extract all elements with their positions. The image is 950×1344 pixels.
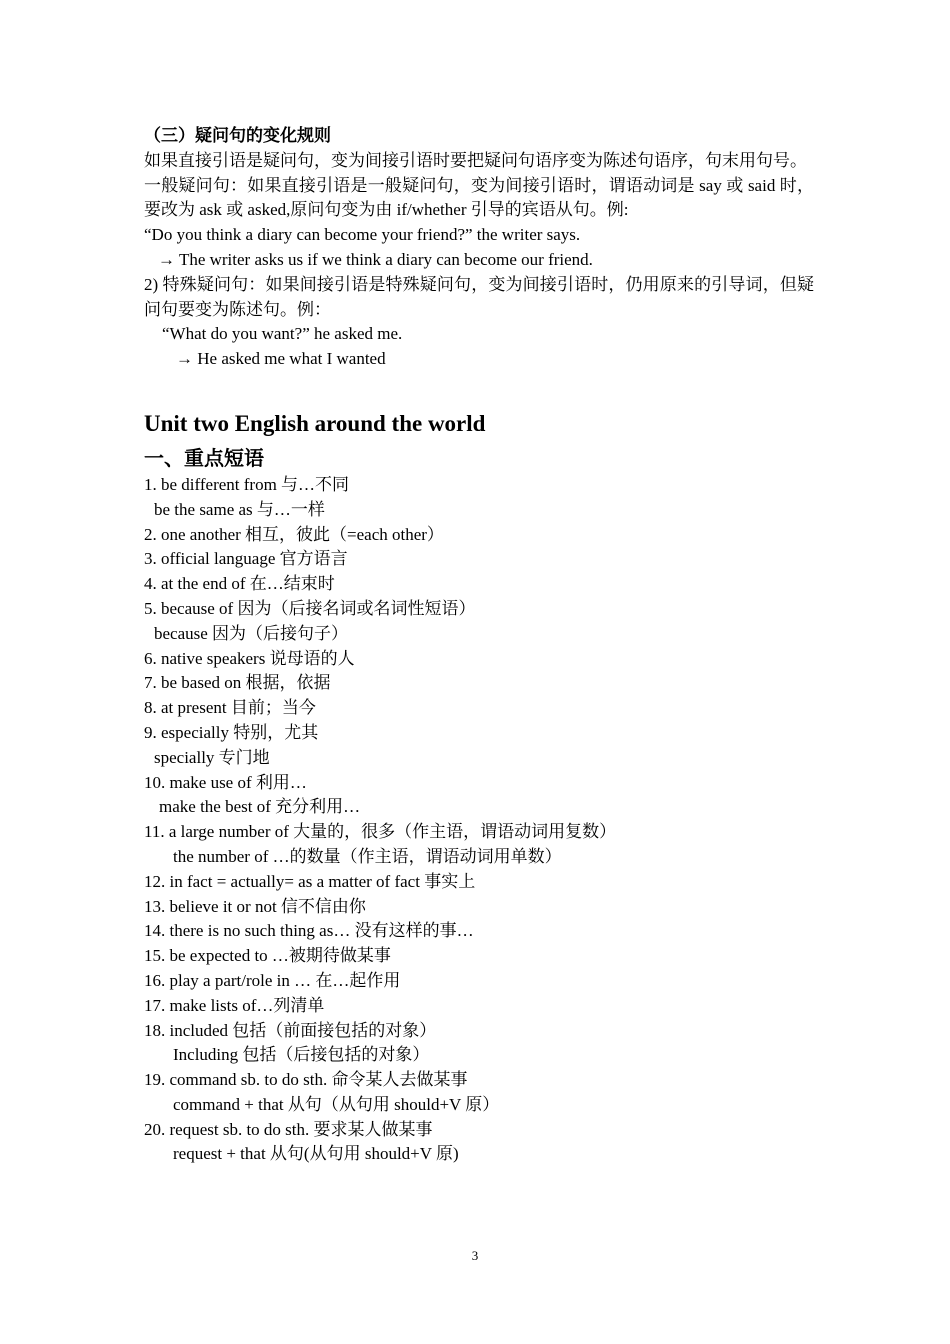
phrase-item: 15. be expected to …被期待做某事 (144, 946, 391, 966)
phrase-subitem: command + that 从句（从句用 should+V 原） (173, 1094, 500, 1114)
phrase-item: 7. be based on 根据，依据 (144, 673, 331, 693)
phrase-subitem: make the best of 充分利用… (159, 797, 361, 817)
phrase-item: 9. especially 特别，尤其 (144, 722, 319, 742)
phrase-item: 3. official language 官方语言 (144, 549, 348, 569)
phrase-item: 12. in fact = actually= as a matter of fact 事实上 (144, 871, 476, 891)
paragraph-yes-no-question: 一般疑问句：如果直接引语是一般疑问句，变为间接引语时，谓语动词是 say 或 said 时，要改为 ask 或 asked,原问句变为由 if/whether 引导的宾语从句。例: (144, 175, 814, 220)
phrase-item: 5. because of 因为（后接名词或名词性短语） (144, 598, 476, 618)
example-direct-2: “What do you want?” he asked me. (162, 324, 403, 344)
phrase-item: 10. make use of 利用… (144, 772, 307, 792)
paragraph-rule: 如果直接引语是疑问句，变为间接引语时要把疑问句语序变为陈述句语序，句末用句号。 (144, 150, 807, 170)
unit-title: Unit two English around the world (144, 410, 486, 436)
phrase-subitem: request + that 从句(从句用 should+V 原) (173, 1144, 459, 1164)
phrase-subitem: be the same as 与…一样 (154, 499, 325, 519)
phrase-item: 16. play a part/role in … 在…起作用 (144, 970, 401, 990)
phrase-item: 1. be different from 与…不同 (144, 474, 350, 494)
phrase-list (144, 473, 814, 1167)
phrase-item: 11. a large number of 大量的，很多（作主语，谓语动词用复数） (144, 822, 617, 842)
phrase-subitem: because 因为（后接句子） (154, 623, 349, 643)
phrase-subitem: specially 专门地 (154, 747, 270, 767)
phrase-item: 13. believe it or not 信不信由你 (144, 896, 366, 916)
phrase-item: 8. at present 目前；当今 (144, 698, 316, 718)
phrase-subitem: the number of …的数量（作主语，谓语动词用单数） (173, 846, 562, 866)
page-number: 3 (471, 1248, 479, 1263)
phrase-item: 17. make lists of…列清单 (144, 995, 325, 1015)
phrase-item: 2. one another 相互，彼此（=each other） (144, 524, 444, 544)
example-direct-1: “Do you think a diary can become your friend?” the writer says. (144, 225, 581, 245)
example-indirect-2: → He asked me what I wanted (176, 349, 386, 369)
phrase-subitem: Including 包括（后接包括的对象） (173, 1045, 430, 1065)
phrase-item: 6. native speakers 说母语的人 (144, 648, 355, 668)
phrase-item: 4. at the end of 在…结束时 (144, 574, 335, 594)
phrase-item: 19. command sb. to do sth. 命令某人去做某事 (144, 1070, 468, 1090)
phrase-item: 18. included 包括（前面接包括的对象） (144, 1020, 437, 1040)
phrases-heading: 一、重点短语 (144, 447, 264, 470)
example-indirect-1: → The writer asks us if we think a diary can become our friend. (158, 249, 593, 269)
phrase-item: 14. there is no such thing as… 没有这样的事… (144, 921, 474, 941)
section-heading: （三）疑问句的变化规则 (144, 126, 331, 145)
paragraph-wh-question: 2) 特殊疑问句：如果间接引语是特殊疑问句，变为间接引语时，仍用原来的引导词，但疑问句要变为陈述句。例： (144, 274, 814, 319)
page-content (144, 124, 814, 1167)
phrase-item: 20. request sb. to do sth. 要求某人做某事 (144, 1119, 433, 1139)
